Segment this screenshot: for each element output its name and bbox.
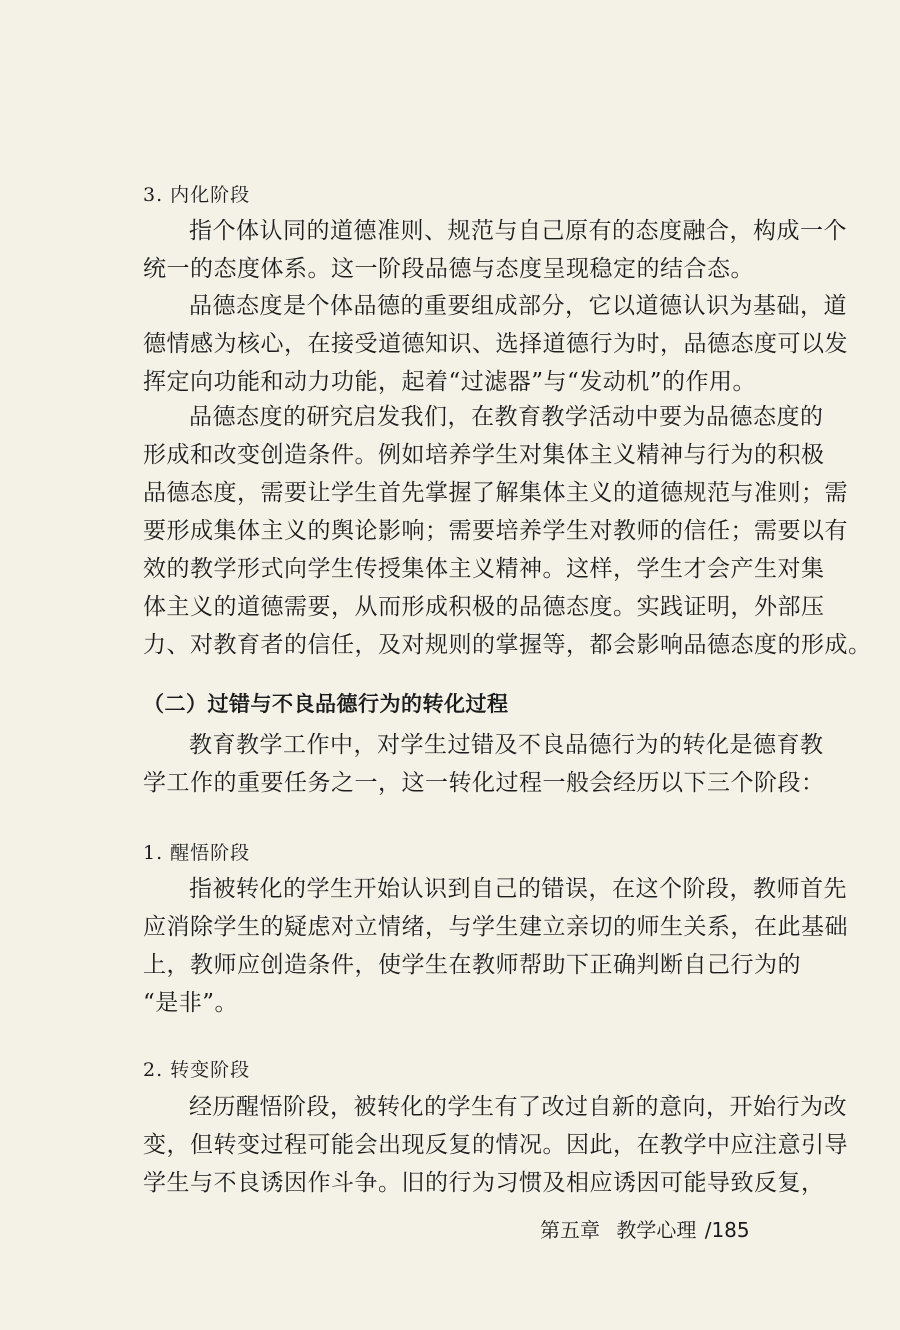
text-line: 体主义的道德需要，从而形成积极的品德态度。实践证明，外部压	[143, 594, 825, 620]
footer-title: 教学心理	[616, 1218, 697, 1242]
text-line: 力、对教育者的信任，及对规则的掌握等，都会影响品德态度的形成。	[143, 632, 872, 658]
text-line: 指个体认同的道德准则、规范与自己原有的态度融合，构成一个	[189, 218, 847, 244]
text-line: 形成和改变创造条件。例如培养学生对集体主义精神与行为的积极	[143, 442, 825, 468]
text-line: 学工作的重要任务之一，这一转化过程一般会经历以下三个阶段：	[143, 770, 825, 796]
text-line: 品德态度是个体品德的重要组成部分，它以道德认识为基础，道	[189, 293, 847, 319]
section-heading-internalization: 3. 内化阶段	[143, 184, 251, 206]
text-line: 德情感为核心，在接受道德知识、选择道德行为时，品德态度可以发	[143, 331, 848, 357]
footer-chapter: 第五章	[540, 1218, 600, 1242]
text-line: 要形成集体主义的舆论影响；需要培养学生对教师的信任；需要以有	[143, 518, 848, 544]
text-line: 挥定向功能和动力功能，起着“过滤器”与“发动机”的作用。	[143, 369, 757, 395]
paragraph-transformation-intro	[143, 726, 825, 802]
text-line: 效的教学形式向学生传授集体主义精神。这样，学生才会产生对集	[143, 556, 825, 582]
text-line: 教育教学工作中，对学生过错及不良品德行为的转化是德育教	[189, 732, 824, 758]
paragraph-research-implication	[143, 398, 872, 664]
paragraph-internalization	[143, 212, 847, 288]
text-line: 品德态度，需要让学生首先掌握了解集体主义的道德规范与准则；需	[143, 480, 848, 506]
page-number: /185	[704, 1218, 750, 1242]
text-line: 上，教师应创造条件，使学生在教师帮助下正确判断自己行为的	[143, 952, 801, 978]
section-heading-transformation: （二）过错与不良品德行为的转化过程	[143, 692, 509, 716]
paragraph-awakening	[143, 870, 848, 1022]
section-heading-awakening: 1. 醒悟阶段	[143, 842, 251, 864]
text-line: 品德态度的研究启发我们，在教育教学活动中要为品德态度的	[189, 404, 824, 430]
paragraph-transition	[143, 1088, 848, 1202]
text-line: 应消除学生的疑虑对立情绪，与学生建立亲切的师生关系，在此基础	[143, 914, 848, 940]
text-line: 统一的态度体系。这一阶段品德与态度呈现稳定的结合态。	[143, 256, 754, 282]
text-line: 变，但转变过程可能会出现反复的情况。因此，在教学中应注意引导	[143, 1132, 848, 1158]
section-heading-transition: 2. 转变阶段	[143, 1059, 251, 1081]
text-line: 经历醒悟阶段，被转化的学生有了改过自新的意向，开始行为改	[189, 1094, 847, 1120]
paragraph-moral-attitude	[143, 287, 848, 401]
text-line: 指被转化的学生开始认识到自己的错误，在这个阶段，教师首先	[189, 876, 847, 902]
text-line: “是非”。	[143, 990, 239, 1016]
text-line: 学生与不良诱因作斗争。旧的行为习惯及相应诱因可能导致反复，	[143, 1170, 825, 1196]
page-footer	[540, 1215, 760, 1245]
